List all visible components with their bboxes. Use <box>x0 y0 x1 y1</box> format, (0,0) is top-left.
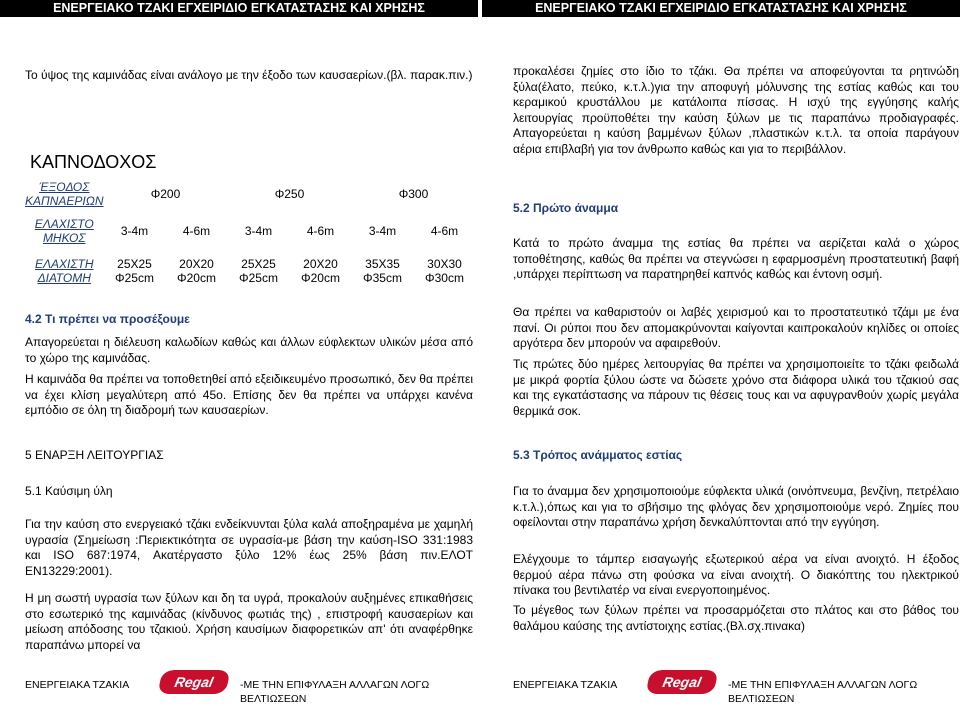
section-cell: 20Χ20 Φ20cm <box>177 257 216 285</box>
section-5-2-p2: Θα πρέπει να καθαριστούν οι λαβές χειρισμού και το προστατευτικό τζάμι με ένα πανί. Οι ρύποι που δεν απομακρύνονται καίγονται καιπροκαλούν κηλίδες οι οποίες αργότερα δεν μπορούν να αφαιρεθούν. <box>513 305 959 351</box>
section-5-3-p1: Για το άναμμα δεν χρησιμοποιούμε εύφλεκτα υλικά (οινόπνευμα, βενζίνη, πετρέλαιο κ.τ.λ.),όπως και για το σβήσιμο της φλόγας δεν χρησιμοποιούμε νερό. Ζημίες που οφείλονται στην παραπάνω χρήση δενκαλύπτονται από την εγγύηση. <box>513 484 959 530</box>
section-4-2-p2: Η καμινάδα θα πρέπει να τοποθετηθεί από εξειδικευμένο προσωπικό, δεν θα πρέπει να έχει κλίση μεγαλύτερη από 45ο. Επίσης δεν θα πρέπει να υπάρχει κανένα εμπόδιο σε όλη τη διαδρομή των καυσαερίων. <box>25 372 473 418</box>
section-5-1-title: 5.1 Καύσιμη ύλη <box>25 484 113 498</box>
regal-logo: Regal <box>645 670 718 694</box>
section-4-2-p1: Απαγορεύεται η διέλευση καλωδίων καθώς και άλλων εύφλεκτων υλικών μέσα από το χώρο της καμινάδας. <box>25 335 473 365</box>
length-cell: 4-6m <box>430 224 459 238</box>
section-5-2-title: 5.2 Πρώτο άναμμα <box>513 201 619 215</box>
section-5-title: 5 ΕΝΑΡΞΗ ΛΕΙΤΟΥΡΓΙΑΣ <box>25 448 164 462</box>
section-5-3-p2: Ελέγχουμε το τάμπερ εισαγωγής εξωτερικού αέρα να είναι ανοιχτό. Η έξοδος θερμού αέρα πάνω στη φούσκα να είναι ανοιχτή. Ο διακόπτης του ηλεκτρικού πίνακα του βεντιλατέρ να είναι ενεργοποιημένος. <box>513 552 959 598</box>
length-cell: 3-4m <box>244 224 273 238</box>
section-cell: 20Χ20 Φ20cm <box>301 257 340 285</box>
outlet-200: Φ200 <box>150 187 181 201</box>
length-cell: 3-4m <box>120 224 149 238</box>
intro-text: Το ύψος της καμινάδας είναι ανάλογο με την έξοδο των καυσαερίων.(βλ. παρακ.πιν.) <box>25 68 473 82</box>
continued-paragraph: προκαλέσει ζημίες στο ίδιο το τζάκι. Θα πρέπει να αποφεύγονται τα ρητινώδη ξύλα(έλατο, πεύκο, κ.τ.λ.)για την αποφυγή μόλυνσης της εστίας καθώς και του κεραμικού κρυστάλλου με κατάλοιπα πίσσας. Η ισχύ της εγγύησης καλής λειτουργίας προϋποθέτει την καύση ξύλων με τις παραπάνω προδιαγραφές. Απαγορεύεται η καύση βαμμένων ξύλων ,πλαστικών κ.τ.λ. τα οποία παράγουν αέρια επιβλαβή για τον άνθρωπο καθώς και για το περιβάλλον. <box>513 64 959 156</box>
section-5-3-p3: Το μέγεθος των ξύλων πρέπει να προσαρμόζεται στο πλάτος και στο βάθος του θαλάμου καύσης της αντίστοιχης εστίας.(Βλ.σχ.πινακα) <box>513 603 959 633</box>
section-4-2-title: 4.2 Τι πρέπει να προσέξουμε <box>25 312 190 326</box>
row-label-outlet: ΈΞΟΔΟΣ ΚΑΠΝΑΕΡΙΩΝ <box>25 180 104 208</box>
section-cell: 25Χ25 Φ25cm <box>115 257 154 285</box>
footer-note: -ΜΕ ΤΗΝ ΕΠΙΦΥΛΑΞΗ ΑΛΛΑΓΩΝ ΛΟΓΩ ΒΕΛΤΙΩΣΕΩΝ <box>728 679 918 705</box>
section-5-2-p3: Τις πρώτες δύο ημέρες λειτουργίας θα πρέπει να χρησιμοποιείτε το τζάκι φειδωλά με μικρά φορτία ξύλου ώστε να δώσετε χρόνο στα διάφορα υλικά του τζακιού σας και της εγκατάστασης να πάρουν τις θέσεις τους και να αφυγρανθούν χωρίς μεγάλα θερμικά σοκ. <box>513 357 959 418</box>
regal-logo: Regal <box>157 670 230 694</box>
section-5-1-p1: Για την καύση στο ενεργειακό τζάκι ενδείκνυνται ξύλα καλά αποξηραμένα με χαμηλή υγρασία (Σημείωση :Περιεκτικότητα σε υγρασία-με βάση την καύση-ISO 331:1983 και ISO 687:1974, Ακατέργαστο ξύλο 12% έως 25% βάση πιν.ΕΛΟΤ ΕΝ13229:2001). <box>25 517 473 578</box>
chimney-table <box>25 177 476 291</box>
section-5-2-p1: Κατά το πρώτο άναμμα της εστίας θα πρέπει να αερίζεται καλά ο χώρος τοποθέτησης, καθώς θα πρέπει να στεγνώσει η εφαρμοσμένη προστατευτική βαφή ,υπάρχει περίπτωση να παρατηρηθεί καπνός καθώς και έντονη οσμή. <box>513 236 959 282</box>
section-5-3-title: 5.3 Τρόπος ανάμματος εστίας <box>513 448 683 462</box>
section-cell: 35Χ35 Φ35cm <box>363 257 402 285</box>
length-cell: 4-6m <box>306 224 335 238</box>
footer-left <box>25 674 475 705</box>
footer-brand: ΕΝΕΡΓΕΙΑΚΑ ΤΖΑΚΙΑ <box>25 679 130 691</box>
row-label-section: ΕΛΑΧΙΣΤΗ ΔΙΑΤΟΜΗ <box>34 257 94 285</box>
length-cell: 4-6m <box>182 224 211 238</box>
footer-right <box>513 674 959 705</box>
header-right: ΕΝΕΡΓΕΙΑΚΟ ΤΖΑΚΙ ΕΓΧΕΙΡΙΔΙΟ ΕΓΚΑΤΑΣΤΑΣΗΣ ΚΑΙ ΧΡΗΣΗΣ <box>482 0 960 17</box>
footer-note: -ΜΕ ΤΗΝ ΕΠΙΦΥΛΑΞΗ ΑΛΛΑΓΩΝ ΛΟΓΩ ΒΕΛΤΙΩΣΕΩΝ <box>240 679 430 705</box>
outlet-300: Φ300 <box>398 187 429 201</box>
header-left: ΕΝΕΡΓΕΙΑΚΟ ΤΖΑΚΙ ΕΓΧΕΙΡΙΔΙΟ ΕΓΚΑΤΑΣΤΑΣΗΣ ΚΑΙ ΧΡΗΣΗΣ <box>0 0 478 17</box>
footer-brand: ΕΝΕΡΓΕΙΑΚΑ ΤΖΑΚΙΑ <box>513 679 618 691</box>
chimney-title: ΚΑΠΝΟΔΟΧΟΣ <box>30 152 157 172</box>
section-cell: 30Χ30 Φ30cm <box>425 257 464 285</box>
length-cell: 3-4m <box>368 224 397 238</box>
section-cell: 25Χ25 Φ25cm <box>239 257 278 285</box>
section-5-1-p2: Η μη σωστή υγρασία των ξύλων και δη τα υγρά, προκαλούν αυξημένες επικαθήσεις στο εσωτερικό της καμινάδας (κίνδυνος φωτιάς της) , επιστροφή καυσαερίων και μείωση απόδοσης του τζακιού. Χρήση καυσίμων διαφορετικών απ' ότι αναφέρθηκε παραπάνω μπορεί να <box>25 591 473 652</box>
row-label-length: ΕΛΑΧΙΣΤΟ ΜΗΚΟΣ <box>34 217 94 245</box>
outlet-250: Φ250 <box>274 187 305 201</box>
